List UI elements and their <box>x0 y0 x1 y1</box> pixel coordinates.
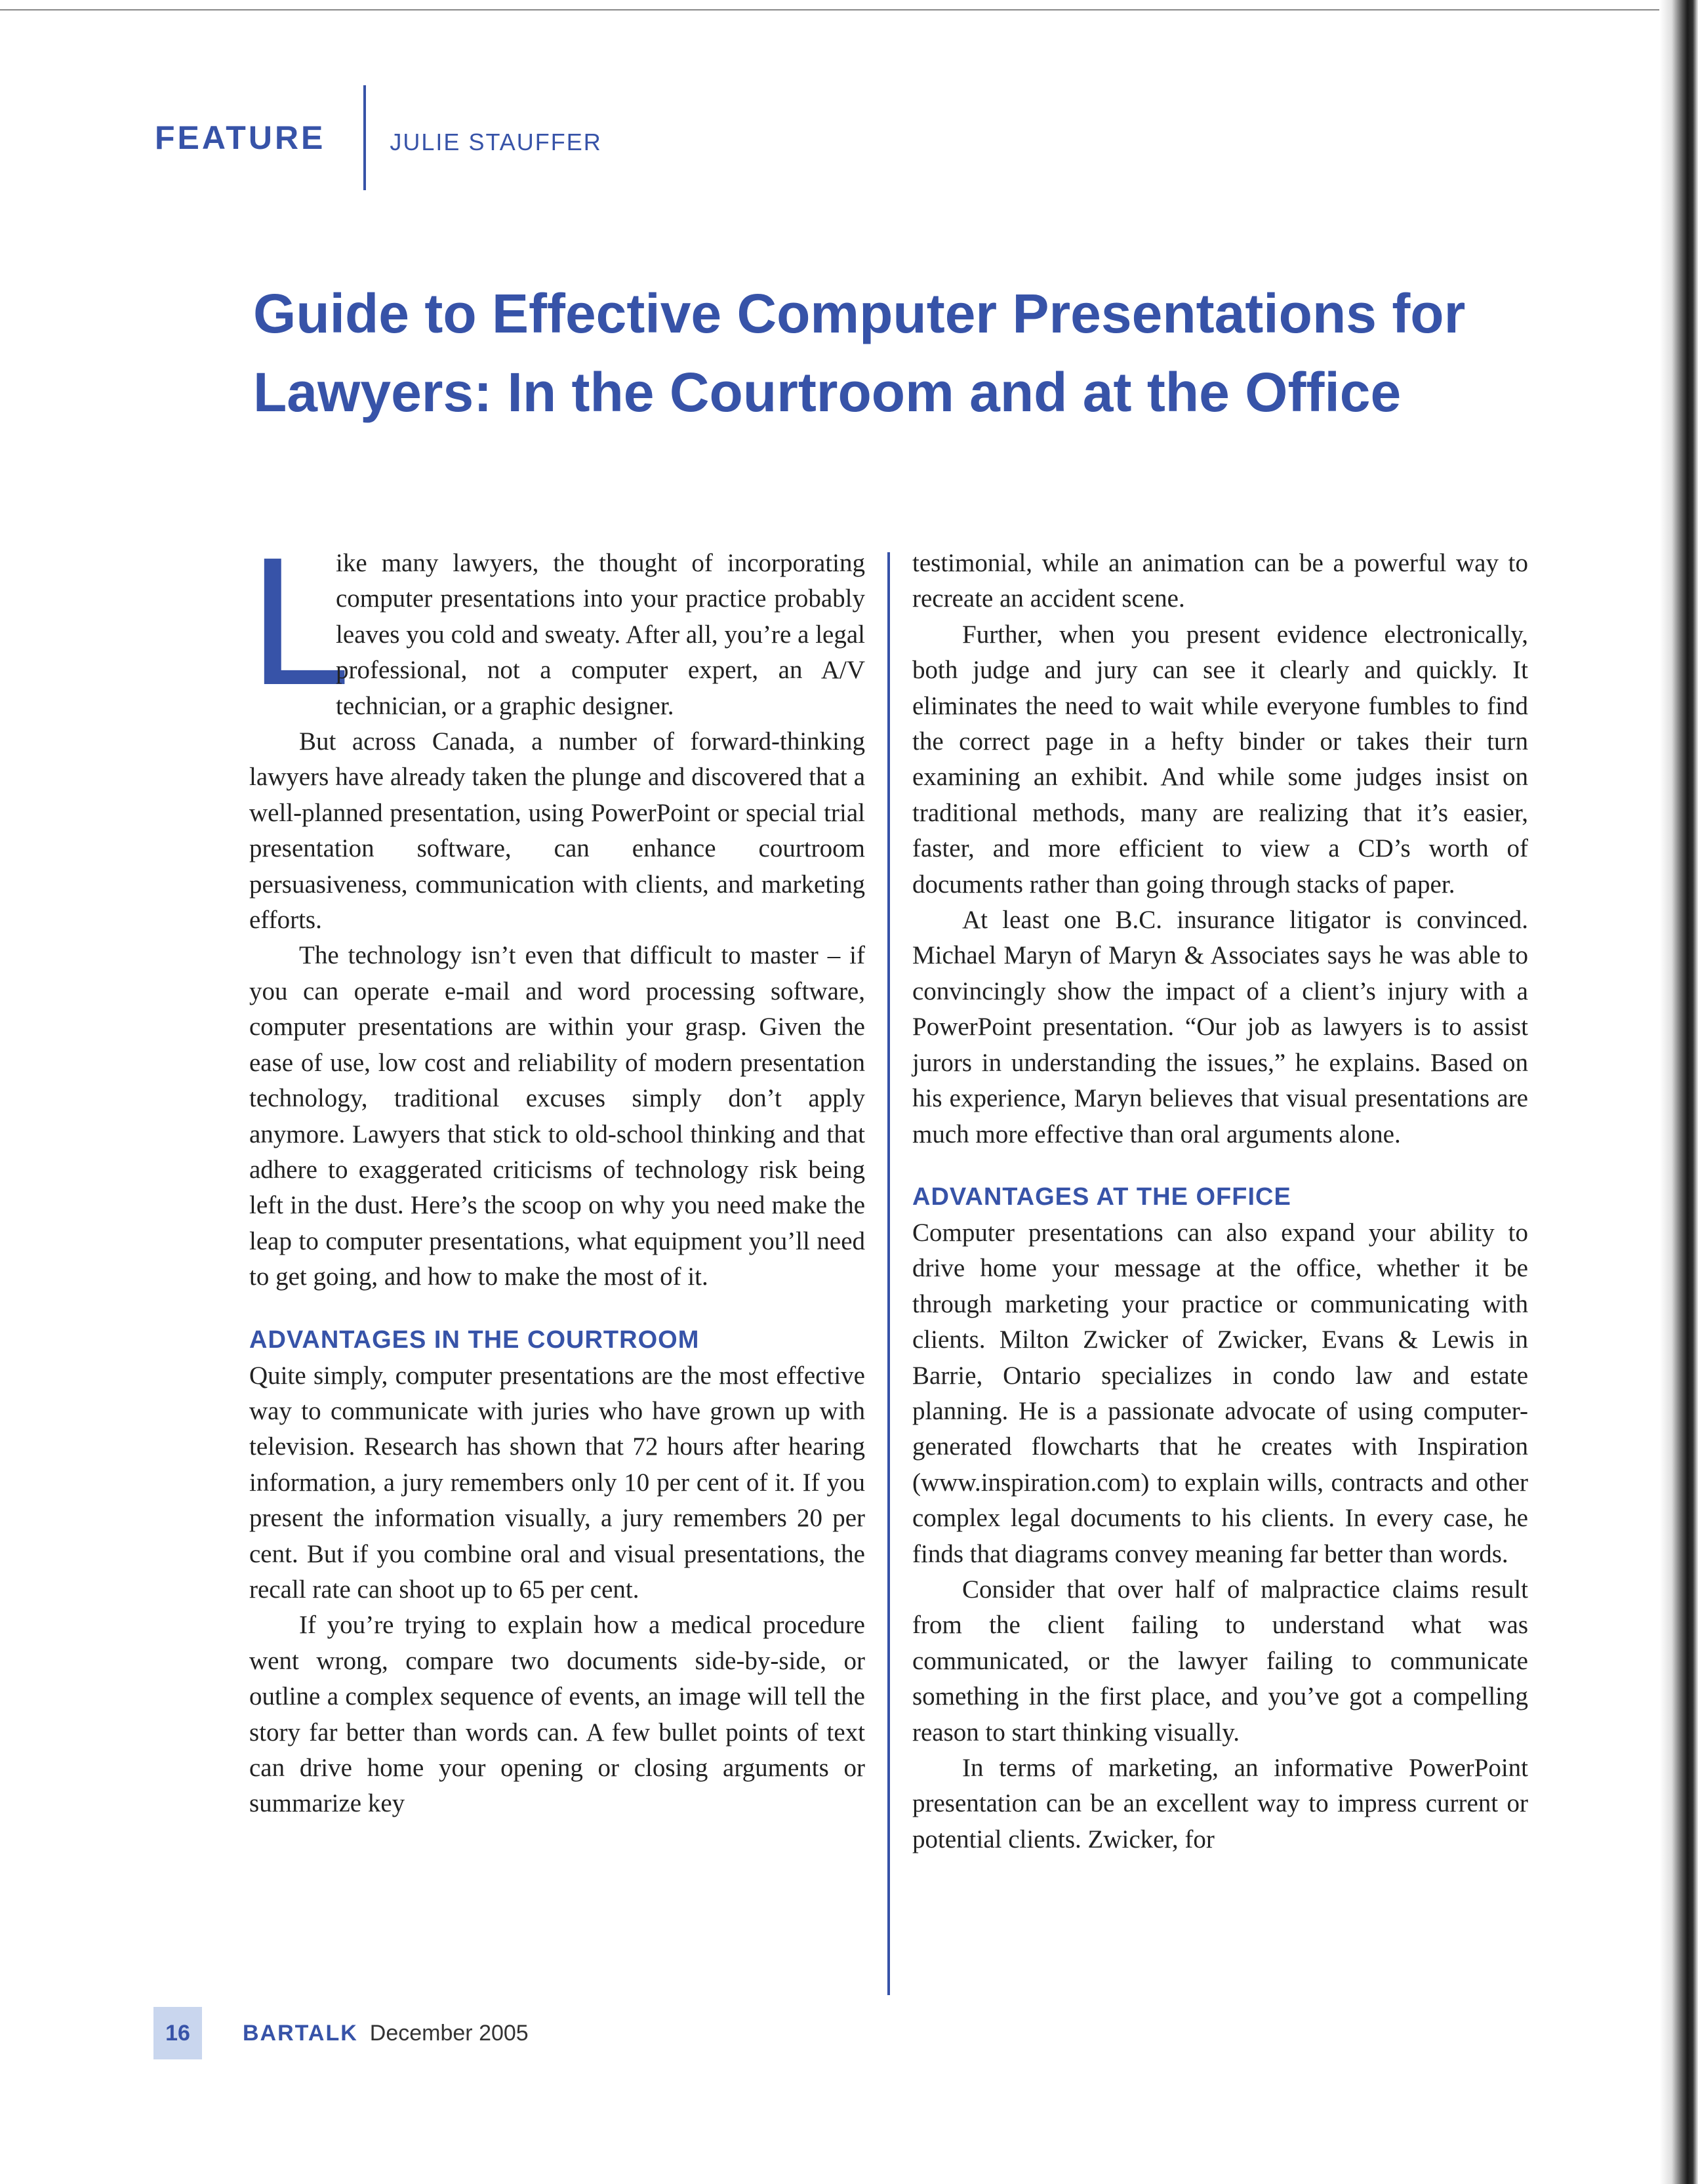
right-column <box>912 546 1528 1995</box>
article-title: Guide to Effective Computer Presentations for Lawyers: In the Courtroom and at the Office <box>253 283 1466 423</box>
intro-paragraph <box>249 519 865 724</box>
column-divider <box>887 552 890 1995</box>
publication-date: December 2005 <box>369 2020 529 2046</box>
paragraph: Computer presentations can also expand your ability to drive home your message at the office, whether it be through marketing your practice or communicating with clients. Milton Zwicker of Zwicker, Evans & Lewis in Barrie, Ontario specializes in condo law and estate planning. He is a passionate advocate of using computer-generated flowcharts that he creates with Inspiration (www.inspiration.com) to explain wills, contracts and other complex legal documents to his clients. In every case, he finds that diagrams convey meaning far better than words. <box>912 1218 1528 1568</box>
article-body <box>249 519 1528 1995</box>
paragraph: Quite simply, computer presentations are the most effective way to communicate with juries who have grown up with television. Research has shown that 72 hours after hearing information, a jury remembers only 10 per cent of it. If you present the information visually, a jury remembers 20 per cent. But if you combine oral and visual presentations, the recall rate can shoot up to 65 per cent. <box>249 1361 865 1604</box>
paragraph: The technology isn’t even that difficult to master – if you can operate e-mail and word processing software, computer presentations are within your grasp. Given the ease of use, low cost and reliability of modern presentation technology, traditional excuses simply don’t apply anymore. Lawyers that stick to old-school thinking and that adhere to exaggerated criticisms of technology risk being left in the dust. Here’s the scoop on why you need make the leap to computer presentations, what equipment you’ll need to get going, and how to make the most of it. <box>249 941 865 1291</box>
paragraph: Consider that over half of malpractice claims result from the client failing to understand what was communicated, or the lawyer failing to communicate something in the first place, and you’ve got a compelling reason to start thinking visually. <box>912 1575 1528 1747</box>
paragraph: But across Canada, a number of forward-thinking lawyers have already taken the plunge and discovered that a well-planned presentation, using PowerPoint or special trial presentation software, can enhance courtroom persuasiveness, communication with clients, and marketing efforts. <box>249 727 865 935</box>
page-header <box>155 85 602 190</box>
subheading-office: ADVANTAGES AT THE OFFICE <box>912 1183 1291 1211</box>
paragraph: testimonial, while an animation can be a powerful way to recreate an accident scene. <box>912 549 1528 613</box>
top-rule <box>0 9 1659 10</box>
page-number: 16 <box>153 2007 202 2059</box>
header-divider <box>363 85 366 190</box>
binding-shadow <box>1660 0 1698 2184</box>
subheading-courtroom: ADVANTAGES IN THE COURTROOM <box>249 1325 700 1354</box>
paragraph: At least one B.C. insurance litigator is convinced. Michael Maryn of Maryn & Associates says he was able to convincingly show the impact of a client’s injury with a PowerPoint presentation. “Our job as lawyers is to assist jurors in understanding the issues,” he explains. Based on his experience, Maryn believes that visual presentations are much more effective than oral arguments alone. <box>912 906 1528 1148</box>
paragraph: In terms of marketing, an informative PowerPoint presentation can be an excellent way to impress current or potential clients. Zwicker, for <box>912 1754 1528 1853</box>
publication-name: BARTALK <box>243 2020 358 2046</box>
drop-cap: L <box>249 519 351 723</box>
left-column <box>249 519 865 1995</box>
intro-text: ike many lawyers, the thought of incorporating computer presentations into your practice probably leaves you cold and sweaty. After all, you’re a legal professional, not a computer expert, an A/V technician, or a graphic designer. <box>336 549 865 720</box>
paragraph: Further, when you present evidence electronically, both judge and jury can see it clearly and quickly. It eliminates the need to wait while everyone fumbles to find the correct page in a hefty binder or takes their turn examining an exhibit. And while some judges insist on traditional methods, many are realizing that it’s easier, faster, and more efficient to view a CD’s worth of documents rather than going through stacks of paper. <box>912 620 1528 899</box>
paragraph: If you’re trying to explain how a medical procedure went wrong, compare two documents side-by-side, or outline a complex sequence of events, an image will tell the story far better than words can. A few bullet points of text can drive home your opening or closing arguments or summarize key <box>249 1611 865 1818</box>
author-byline: JULIE STAUFFER <box>390 129 602 155</box>
page-footer <box>153 2007 529 2059</box>
section-label: FEATURE <box>155 119 326 156</box>
